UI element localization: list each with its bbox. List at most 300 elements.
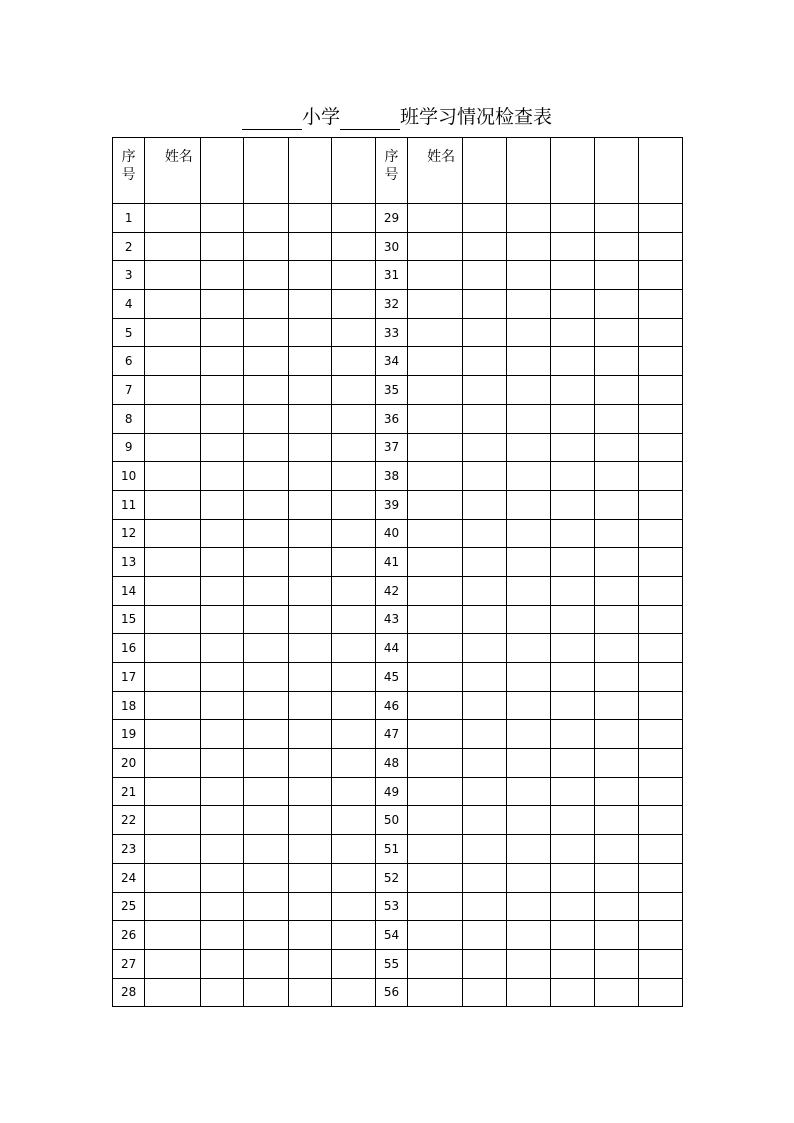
check-cell[interactable] <box>507 892 551 921</box>
check-cell[interactable] <box>638 921 682 950</box>
check-cell[interactable] <box>551 691 594 720</box>
check-cell[interactable] <box>201 261 244 290</box>
check-cell[interactable] <box>244 749 288 778</box>
check-cell[interactable] <box>638 232 682 261</box>
check-cell[interactable] <box>507 404 551 433</box>
name-cell[interactable] <box>408 548 463 577</box>
check-cell[interactable] <box>507 835 551 864</box>
check-cell[interactable] <box>551 634 594 663</box>
check-cell[interactable] <box>551 749 594 778</box>
check-cell[interactable] <box>594 921 638 950</box>
name-cell[interactable] <box>145 462 201 491</box>
name-cell[interactable] <box>145 777 201 806</box>
name-cell[interactable] <box>145 290 201 319</box>
check-cell[interactable] <box>331 978 375 1007</box>
name-cell[interactable] <box>145 634 201 663</box>
check-cell[interactable] <box>244 204 288 233</box>
check-cell[interactable] <box>331 347 375 376</box>
check-cell[interactable] <box>551 232 594 261</box>
check-cell[interactable] <box>551 347 594 376</box>
check-cell[interactable] <box>201 749 244 778</box>
check-cell[interactable] <box>288 949 331 978</box>
check-cell[interactable] <box>463 777 507 806</box>
check-cell[interactable] <box>201 490 244 519</box>
check-cell[interactable] <box>638 462 682 491</box>
check-cell[interactable] <box>638 691 682 720</box>
check-cell[interactable] <box>331 462 375 491</box>
check-cell[interactable] <box>638 949 682 978</box>
name-cell[interactable] <box>408 749 463 778</box>
check-cell[interactable] <box>638 634 682 663</box>
check-cell[interactable] <box>551 433 594 462</box>
check-cell[interactable] <box>594 290 638 319</box>
check-cell[interactable] <box>244 777 288 806</box>
check-cell[interactable] <box>331 204 375 233</box>
check-cell[interactable] <box>244 462 288 491</box>
check-cell[interactable] <box>244 835 288 864</box>
check-cell[interactable] <box>594 605 638 634</box>
check-cell[interactable] <box>507 663 551 692</box>
name-cell[interactable] <box>145 921 201 950</box>
name-cell[interactable] <box>408 949 463 978</box>
name-cell[interactable] <box>145 576 201 605</box>
check-cell[interactable] <box>463 204 507 233</box>
school-name-blank[interactable] <box>242 108 302 130</box>
check-cell[interactable] <box>594 404 638 433</box>
check-cell[interactable] <box>331 318 375 347</box>
check-cell[interactable] <box>594 318 638 347</box>
check-cell[interactable] <box>507 605 551 634</box>
check-cell[interactable] <box>507 749 551 778</box>
check-cell[interactable] <box>507 519 551 548</box>
check-cell[interactable] <box>331 605 375 634</box>
check-cell[interactable] <box>551 835 594 864</box>
check-cell[interactable] <box>638 720 682 749</box>
name-cell[interactable] <box>408 691 463 720</box>
name-cell[interactable] <box>145 347 201 376</box>
check-cell[interactable] <box>551 605 594 634</box>
check-cell[interactable] <box>594 691 638 720</box>
check-cell[interactable] <box>288 892 331 921</box>
check-cell[interactable] <box>594 462 638 491</box>
check-cell[interactable] <box>594 634 638 663</box>
check-cell[interactable] <box>288 921 331 950</box>
check-cell[interactable] <box>463 949 507 978</box>
check-cell[interactable] <box>288 634 331 663</box>
check-cell[interactable] <box>331 519 375 548</box>
check-cell[interactable] <box>288 576 331 605</box>
check-cell[interactable] <box>507 576 551 605</box>
check-cell[interactable] <box>551 376 594 405</box>
check-cell[interactable] <box>244 548 288 577</box>
check-cell[interactable] <box>638 490 682 519</box>
check-cell[interactable] <box>288 720 331 749</box>
check-cell[interactable] <box>507 691 551 720</box>
check-cell[interactable] <box>201 663 244 692</box>
check-cell[interactable] <box>244 232 288 261</box>
name-cell[interactable] <box>145 863 201 892</box>
check-cell[interactable] <box>507 204 551 233</box>
check-cell[interactable] <box>463 835 507 864</box>
check-cell[interactable] <box>551 261 594 290</box>
check-cell[interactable] <box>507 290 551 319</box>
check-cell[interactable] <box>331 232 375 261</box>
name-cell[interactable] <box>145 318 201 347</box>
check-cell[interactable] <box>288 404 331 433</box>
check-cell[interactable] <box>201 978 244 1007</box>
name-cell[interactable] <box>408 204 463 233</box>
check-cell[interactable] <box>638 663 682 692</box>
check-cell[interactable] <box>331 376 375 405</box>
check-cell[interactable] <box>551 519 594 548</box>
check-cell[interactable] <box>594 347 638 376</box>
check-cell[interactable] <box>551 777 594 806</box>
check-cell[interactable] <box>594 548 638 577</box>
name-cell[interactable] <box>145 892 201 921</box>
check-cell[interactable] <box>638 318 682 347</box>
check-cell[interactable] <box>244 376 288 405</box>
check-cell[interactable] <box>638 892 682 921</box>
check-cell[interactable] <box>288 433 331 462</box>
name-cell[interactable] <box>408 576 463 605</box>
check-cell[interactable] <box>244 663 288 692</box>
check-cell[interactable] <box>594 978 638 1007</box>
check-cell[interactable] <box>507 777 551 806</box>
check-cell[interactable] <box>507 232 551 261</box>
check-cell[interactable] <box>201 892 244 921</box>
check-cell[interactable] <box>463 318 507 347</box>
check-cell[interactable] <box>201 863 244 892</box>
check-cell[interactable] <box>507 376 551 405</box>
check-cell[interactable] <box>201 548 244 577</box>
check-cell[interactable] <box>288 749 331 778</box>
check-cell[interactable] <box>201 462 244 491</box>
check-cell[interactable] <box>594 720 638 749</box>
name-cell[interactable] <box>145 835 201 864</box>
check-cell[interactable] <box>463 605 507 634</box>
check-cell[interactable] <box>201 404 244 433</box>
check-cell[interactable] <box>201 691 244 720</box>
check-cell[interactable] <box>201 576 244 605</box>
check-cell[interactable] <box>244 605 288 634</box>
check-cell[interactable] <box>331 921 375 950</box>
check-cell[interactable] <box>201 634 244 663</box>
name-cell[interactable] <box>408 519 463 548</box>
check-cell[interactable] <box>507 490 551 519</box>
check-cell[interactable] <box>463 892 507 921</box>
check-cell[interactable] <box>507 863 551 892</box>
check-cell[interactable] <box>507 806 551 835</box>
check-cell[interactable] <box>463 978 507 1007</box>
name-cell[interactable] <box>408 490 463 519</box>
check-cell[interactable] <box>638 749 682 778</box>
check-cell[interactable] <box>201 806 244 835</box>
check-cell[interactable] <box>463 519 507 548</box>
check-cell[interactable] <box>463 806 507 835</box>
check-cell[interactable] <box>594 777 638 806</box>
check-cell[interactable] <box>201 949 244 978</box>
name-cell[interactable] <box>408 663 463 692</box>
check-cell[interactable] <box>288 835 331 864</box>
check-cell[interactable] <box>463 749 507 778</box>
check-cell[interactable] <box>594 806 638 835</box>
check-cell[interactable] <box>594 835 638 864</box>
check-cell[interactable] <box>244 347 288 376</box>
name-cell[interactable] <box>145 949 201 978</box>
check-cell[interactable] <box>594 863 638 892</box>
check-cell[interactable] <box>594 490 638 519</box>
check-cell[interactable] <box>463 433 507 462</box>
check-cell[interactable] <box>331 749 375 778</box>
check-cell[interactable] <box>331 777 375 806</box>
check-cell[interactable] <box>331 433 375 462</box>
check-cell[interactable] <box>507 318 551 347</box>
check-cell[interactable] <box>507 462 551 491</box>
check-cell[interactable] <box>288 376 331 405</box>
check-cell[interactable] <box>288 290 331 319</box>
check-cell[interactable] <box>244 261 288 290</box>
check-cell[interactable] <box>551 204 594 233</box>
check-cell[interactable] <box>288 806 331 835</box>
check-cell[interactable] <box>201 290 244 319</box>
check-cell[interactable] <box>638 777 682 806</box>
check-cell[interactable] <box>288 462 331 491</box>
check-cell[interactable] <box>594 433 638 462</box>
check-cell[interactable] <box>201 232 244 261</box>
check-cell[interactable] <box>288 548 331 577</box>
name-cell[interactable] <box>408 863 463 892</box>
name-cell[interactable] <box>408 433 463 462</box>
check-cell[interactable] <box>638 404 682 433</box>
check-cell[interactable] <box>288 519 331 548</box>
check-cell[interactable] <box>551 663 594 692</box>
check-cell[interactable] <box>638 806 682 835</box>
name-cell[interactable] <box>145 978 201 1007</box>
check-cell[interactable] <box>638 548 682 577</box>
check-cell[interactable] <box>201 204 244 233</box>
check-cell[interactable] <box>288 232 331 261</box>
name-cell[interactable] <box>408 978 463 1007</box>
check-cell[interactable] <box>551 949 594 978</box>
check-cell[interactable] <box>463 261 507 290</box>
check-cell[interactable] <box>331 720 375 749</box>
name-cell[interactable] <box>145 261 201 290</box>
check-cell[interactable] <box>594 232 638 261</box>
check-cell[interactable] <box>244 318 288 347</box>
check-cell[interactable] <box>331 806 375 835</box>
check-cell[interactable] <box>201 519 244 548</box>
check-cell[interactable] <box>594 749 638 778</box>
check-cell[interactable] <box>288 978 331 1007</box>
check-cell[interactable] <box>551 490 594 519</box>
name-cell[interactable] <box>408 404 463 433</box>
check-cell[interactable] <box>507 548 551 577</box>
check-cell[interactable] <box>551 576 594 605</box>
check-cell[interactable] <box>463 691 507 720</box>
check-cell[interactable] <box>594 576 638 605</box>
check-cell[interactable] <box>201 720 244 749</box>
check-cell[interactable] <box>201 921 244 950</box>
check-cell[interactable] <box>638 519 682 548</box>
check-cell[interactable] <box>244 949 288 978</box>
check-cell[interactable] <box>594 519 638 548</box>
check-cell[interactable] <box>551 318 594 347</box>
check-cell[interactable] <box>463 347 507 376</box>
check-cell[interactable] <box>463 634 507 663</box>
check-cell[interactable] <box>638 863 682 892</box>
check-cell[interactable] <box>594 949 638 978</box>
check-cell[interactable] <box>638 433 682 462</box>
name-cell[interactable] <box>145 204 201 233</box>
check-cell[interactable] <box>507 433 551 462</box>
check-cell[interactable] <box>551 806 594 835</box>
check-cell[interactable] <box>288 777 331 806</box>
name-cell[interactable] <box>145 548 201 577</box>
check-cell[interactable] <box>594 204 638 233</box>
name-cell[interactable] <box>145 433 201 462</box>
check-cell[interactable] <box>507 634 551 663</box>
check-cell[interactable] <box>638 978 682 1007</box>
name-cell[interactable] <box>145 749 201 778</box>
name-cell[interactable] <box>408 376 463 405</box>
name-cell[interactable] <box>145 232 201 261</box>
check-cell[interactable] <box>244 978 288 1007</box>
check-cell[interactable] <box>638 290 682 319</box>
name-cell[interactable] <box>145 691 201 720</box>
check-cell[interactable] <box>331 663 375 692</box>
check-cell[interactable] <box>463 232 507 261</box>
check-cell[interactable] <box>463 376 507 405</box>
check-cell[interactable] <box>244 519 288 548</box>
check-cell[interactable] <box>638 605 682 634</box>
name-cell[interactable] <box>408 347 463 376</box>
check-cell[interactable] <box>244 892 288 921</box>
check-cell[interactable] <box>507 978 551 1007</box>
check-cell[interactable] <box>331 892 375 921</box>
check-cell[interactable] <box>201 777 244 806</box>
check-cell[interactable] <box>638 576 682 605</box>
check-cell[interactable] <box>507 921 551 950</box>
check-cell[interactable] <box>331 691 375 720</box>
check-cell[interactable] <box>463 548 507 577</box>
check-cell[interactable] <box>463 462 507 491</box>
check-cell[interactable] <box>331 949 375 978</box>
check-cell[interactable] <box>331 835 375 864</box>
name-cell[interactable] <box>408 232 463 261</box>
check-cell[interactable] <box>244 576 288 605</box>
check-cell[interactable] <box>463 863 507 892</box>
check-cell[interactable] <box>288 691 331 720</box>
check-cell[interactable] <box>331 548 375 577</box>
name-cell[interactable] <box>145 663 201 692</box>
check-cell[interactable] <box>463 404 507 433</box>
check-cell[interactable] <box>244 290 288 319</box>
name-cell[interactable] <box>408 462 463 491</box>
check-cell[interactable] <box>551 978 594 1007</box>
check-cell[interactable] <box>638 376 682 405</box>
check-cell[interactable] <box>201 347 244 376</box>
check-cell[interactable] <box>594 376 638 405</box>
name-cell[interactable] <box>408 605 463 634</box>
check-cell[interactable] <box>463 576 507 605</box>
check-cell[interactable] <box>288 863 331 892</box>
check-cell[interactable] <box>288 347 331 376</box>
check-cell[interactable] <box>244 490 288 519</box>
name-cell[interactable] <box>408 318 463 347</box>
name-cell[interactable] <box>145 376 201 405</box>
check-cell[interactable] <box>244 921 288 950</box>
check-cell[interactable] <box>551 863 594 892</box>
name-cell[interactable] <box>408 892 463 921</box>
check-cell[interactable] <box>638 261 682 290</box>
name-cell[interactable] <box>145 720 201 749</box>
check-cell[interactable] <box>244 634 288 663</box>
name-cell[interactable] <box>145 490 201 519</box>
check-cell[interactable] <box>551 462 594 491</box>
check-cell[interactable] <box>331 576 375 605</box>
check-cell[interactable] <box>288 663 331 692</box>
name-cell[interactable] <box>145 519 201 548</box>
check-cell[interactable] <box>201 605 244 634</box>
name-cell[interactable] <box>408 921 463 950</box>
check-cell[interactable] <box>244 404 288 433</box>
check-cell[interactable] <box>331 404 375 433</box>
check-cell[interactable] <box>551 548 594 577</box>
check-cell[interactable] <box>638 204 682 233</box>
name-cell[interactable] <box>408 720 463 749</box>
check-cell[interactable] <box>507 949 551 978</box>
check-cell[interactable] <box>551 921 594 950</box>
check-cell[interactable] <box>288 204 331 233</box>
check-cell[interactable] <box>463 921 507 950</box>
check-cell[interactable] <box>288 605 331 634</box>
name-cell[interactable] <box>145 806 201 835</box>
check-cell[interactable] <box>288 490 331 519</box>
check-cell[interactable] <box>244 720 288 749</box>
check-cell[interactable] <box>331 634 375 663</box>
check-cell[interactable] <box>594 663 638 692</box>
name-cell[interactable] <box>145 605 201 634</box>
check-cell[interactable] <box>331 490 375 519</box>
check-cell[interactable] <box>507 261 551 290</box>
check-cell[interactable] <box>201 318 244 347</box>
check-cell[interactable] <box>244 691 288 720</box>
check-cell[interactable] <box>201 376 244 405</box>
name-cell[interactable] <box>408 835 463 864</box>
check-cell[interactable] <box>244 433 288 462</box>
check-cell[interactable] <box>551 720 594 749</box>
name-cell[interactable] <box>408 261 463 290</box>
name-cell[interactable] <box>408 634 463 663</box>
check-cell[interactable] <box>288 261 331 290</box>
check-cell[interactable] <box>331 261 375 290</box>
check-cell[interactable] <box>244 806 288 835</box>
check-cell[interactable] <box>201 433 244 462</box>
class-name-blank[interactable] <box>340 108 400 130</box>
check-cell[interactable] <box>201 835 244 864</box>
check-cell[interactable] <box>594 261 638 290</box>
check-cell[interactable] <box>463 663 507 692</box>
name-cell[interactable] <box>408 290 463 319</box>
name-cell[interactable] <box>408 806 463 835</box>
check-cell[interactable] <box>331 863 375 892</box>
check-cell[interactable] <box>551 892 594 921</box>
check-cell[interactable] <box>463 720 507 749</box>
check-cell[interactable] <box>551 404 594 433</box>
check-cell[interactable] <box>288 318 331 347</box>
check-cell[interactable] <box>331 290 375 319</box>
name-cell[interactable] <box>408 777 463 806</box>
